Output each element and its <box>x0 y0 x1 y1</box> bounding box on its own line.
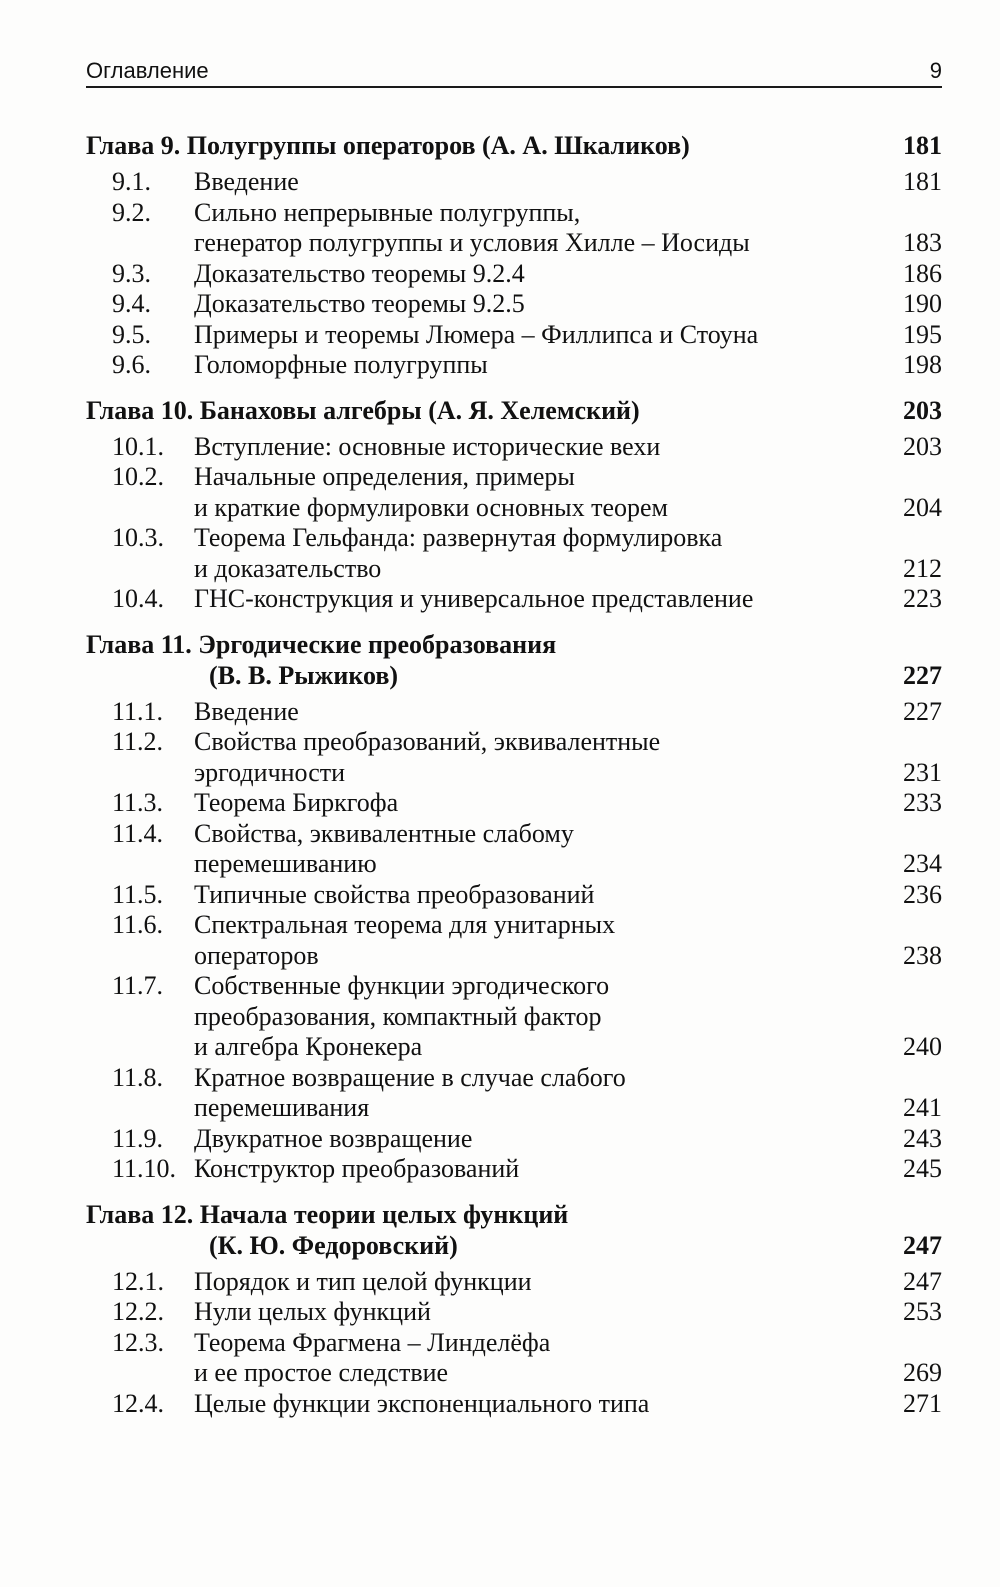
chapter-title: (К. Ю. Федоровский) <box>209 1230 458 1260</box>
section-number: 10.2. <box>112 462 164 491</box>
section-title-line: Целые функции экспоненциального типа <box>194 1388 650 1418</box>
section-title-line: Кратное возвращение в случае слабого <box>194 1062 626 1092</box>
section-title-line: Теорема Гельфанда: развернутая формулировка <box>194 523 723 552</box>
section-title-line: Свойства, эквивалентные слабому <box>194 818 574 848</box>
section-number: 9.2. <box>112 197 151 227</box>
toc-section-entry <box>86 971 942 1063</box>
chapter-page-number: 203 <box>903 395 942 425</box>
section-title-line: и ее простое следствие <box>194 1358 449 1387</box>
section-title-line: генератор полугруппы и условия Хилле – Иосиды <box>194 228 750 257</box>
chapter-title: Глава 10. Банаховы алгебры (А. Я. Хелемский) <box>86 395 640 425</box>
chapter-title: Глава 12. Начала теории целых функций <box>86 1199 569 1229</box>
toc-section-entry <box>86 1154 942 1185</box>
section-number: 10.4. <box>112 584 164 613</box>
section-number: 10.1. <box>112 431 164 461</box>
header-page-number: 9 <box>929 58 942 83</box>
running-header <box>86 56 942 88</box>
section-number: 11.10. <box>112 1154 177 1183</box>
section-page-number: 203 <box>903 431 942 461</box>
chapter-page-number: 181 <box>903 131 942 160</box>
section-number: 12.1. <box>112 1266 164 1296</box>
section-number: 11.9. <box>112 1123 164 1153</box>
toc-section-entry <box>86 259 942 290</box>
toc-section-entry <box>86 1328 942 1389</box>
section-page-number: 227 <box>903 696 942 726</box>
section-title-line: Доказательство теоремы 9.2.5 <box>194 289 525 318</box>
toc-section-entry <box>86 584 942 615</box>
toc-section-entry <box>86 1267 942 1298</box>
section-page-number: 223 <box>903 584 942 613</box>
section-page-number: 234 <box>903 849 942 878</box>
toc-section-entry <box>86 1297 942 1328</box>
chapter-page-spacer <box>862 1199 942 1230</box>
section-title <box>194 289 862 320</box>
section-page-number: 212 <box>903 553 942 583</box>
section-title <box>194 1297 862 1328</box>
toc-section-entry <box>86 788 942 819</box>
section-page-number: 247 <box>903 1266 942 1296</box>
section-title-line: перемешиванию <box>194 849 377 878</box>
section-number: 9.4. <box>112 289 151 318</box>
section-page-number: 269 <box>903 1358 942 1387</box>
section-title-line: и доказательство <box>194 553 382 583</box>
section-title-line: Примеры и теоремы Люмера – Филлипса и Стоуна <box>194 319 759 349</box>
section-title-line: Введение <box>194 167 299 196</box>
section-title <box>194 1063 862 1124</box>
section-title <box>194 1154 862 1185</box>
section-number: 9.3. <box>112 258 151 288</box>
section-title-line: Введение <box>194 696 299 726</box>
toc-section-entry <box>86 462 942 523</box>
section-page-number: 253 <box>903 1297 942 1326</box>
section-title-line: Теорема Фрагмена – Линделёфа <box>194 1327 551 1357</box>
section-title <box>194 697 862 728</box>
section-number: 11.3. <box>112 788 164 817</box>
section-number: 11.5. <box>112 879 164 909</box>
chapter-heading-line <box>86 660 942 691</box>
section-title-line: эргодичности <box>194 757 346 787</box>
section-page-number: 231 <box>903 757 942 787</box>
section-title <box>194 910 862 971</box>
toc-chapter <box>86 130 942 381</box>
section-title <box>194 971 862 1063</box>
chapter-heading-line <box>86 1199 942 1230</box>
section-page-number: 271 <box>903 1388 942 1418</box>
section-number: 11.8. <box>112 1062 164 1092</box>
toc-section-entry <box>86 1389 942 1420</box>
section-number: 11.4. <box>112 818 164 848</box>
section-title <box>194 1389 862 1420</box>
section-title <box>194 788 862 819</box>
section-number: 9.5. <box>112 319 151 349</box>
section-page-number: 183 <box>903 228 942 257</box>
section-title-line: преобразования, компактный фактор <box>194 1001 602 1031</box>
section-title-line: Нули целых функций <box>194 1297 431 1326</box>
section-title-line: Свойства преобразований, эквивалентные <box>194 727 661 756</box>
section-page-number: 204 <box>903 492 942 522</box>
section-title-line: Порядок и тип целой функции <box>194 1266 532 1296</box>
section-title <box>194 462 862 523</box>
section-title <box>194 880 862 911</box>
section-title-line: Спектральная теорема для унитарных <box>194 910 616 939</box>
toc-section-entry <box>86 167 942 198</box>
section-title-line: Вступление: основные исторические вехи <box>194 431 661 461</box>
header-title: Оглавление <box>86 58 209 83</box>
section-page-number: 181 <box>903 167 942 196</box>
section-title <box>194 432 862 463</box>
section-page-number: 190 <box>903 289 942 318</box>
section-title-line: и алгебра Кронекера <box>194 1032 423 1061</box>
section-page-number: 238 <box>903 940 942 970</box>
section-title-line: перемешивания <box>194 1093 370 1122</box>
chapter-heading-line <box>86 395 942 426</box>
toc-section-entry <box>86 320 942 351</box>
chapter-heading-line <box>86 130 942 161</box>
section-title <box>194 584 862 615</box>
section-title <box>194 167 862 198</box>
section-page-number: 233 <box>903 788 942 817</box>
section-title <box>194 198 862 259</box>
section-title <box>194 1267 862 1298</box>
section-number: 12.3. <box>112 1327 164 1357</box>
chapter-heading-line <box>86 1230 942 1261</box>
section-page-number: 186 <box>903 258 942 288</box>
section-title <box>194 819 862 880</box>
section-number: 9.1. <box>112 167 151 196</box>
toc-section-entry <box>86 1063 942 1124</box>
section-title-line: Двукратное возвращение <box>194 1123 473 1153</box>
section-title-line: Начальные определения, примеры <box>194 462 575 491</box>
section-page-number: 245 <box>903 1154 942 1183</box>
chapter-title: Глава 9. Полугруппы операторов (А. А. Шкаликов) <box>86 131 690 160</box>
section-title-line: Голоморфные полугруппы <box>194 350 488 379</box>
section-title-line: и краткие формулировки основных теорем <box>194 492 668 522</box>
section-title-line: Теорема Биркгофа <box>194 788 399 817</box>
section-number: 11.6. <box>112 910 164 939</box>
section-title-line: ГНС-конструкция и универсальное представление <box>194 584 754 613</box>
section-title <box>194 727 862 788</box>
chapter-page-number: 247 <box>903 1230 942 1260</box>
section-page-number: 236 <box>903 879 942 909</box>
section-title-line: операторов <box>194 940 319 970</box>
section-page-number: 195 <box>903 319 942 349</box>
table-of-contents <box>86 130 942 1433</box>
section-number: 11.7. <box>112 971 164 1000</box>
toc-chapter <box>86 395 942 615</box>
section-number: 12.4. <box>112 1388 164 1418</box>
toc-section-entry <box>86 350 942 381</box>
section-title <box>194 320 862 351</box>
toc-section-entry <box>86 697 942 728</box>
section-title <box>194 1124 862 1155</box>
section-title-line: Конструктор преобразований <box>194 1154 520 1183</box>
toc-section-entry <box>86 523 942 584</box>
section-title <box>194 523 862 584</box>
section-number: 12.2. <box>112 1297 164 1326</box>
toc-section-entry <box>86 1124 942 1155</box>
section-number: 11.1. <box>112 696 164 726</box>
section-title-line: Типичные свойства преобразований <box>194 879 595 909</box>
section-number: 10.3. <box>112 523 164 552</box>
toc-chapter <box>86 1199 942 1420</box>
chapter-title: Глава 11. Эргодические преобразования <box>86 629 557 659</box>
toc-section-entry <box>86 819 942 880</box>
section-title-line: Собственные функции эргодического <box>194 971 610 1000</box>
section-title-line: Сильно непрерывные полугруппы, <box>194 197 581 227</box>
toc-section-entry <box>86 432 942 463</box>
toc-section-entry <box>86 289 942 320</box>
section-title <box>194 259 862 290</box>
chapter-page-number: 227 <box>903 660 942 690</box>
toc-chapter <box>86 629 942 1185</box>
section-title <box>194 350 862 381</box>
section-page-number: 241 <box>903 1093 942 1122</box>
section-page-number: 243 <box>903 1123 942 1153</box>
chapter-title: (В. В. Рыжиков) <box>209 660 399 690</box>
section-title <box>194 1328 862 1389</box>
chapter-heading-line <box>86 629 942 660</box>
chapter-page-spacer <box>862 629 942 660</box>
section-number: 9.6. <box>112 350 151 379</box>
section-page-number: 198 <box>903 350 942 379</box>
toc-section-entry <box>86 727 942 788</box>
section-number: 11.2. <box>112 727 164 756</box>
toc-section-entry <box>86 198 942 259</box>
toc-section-entry <box>86 880 942 911</box>
section-title-line: Доказательство теоремы 9.2.4 <box>194 258 525 288</box>
toc-section-entry <box>86 910 942 971</box>
section-page-number: 240 <box>903 1032 942 1061</box>
